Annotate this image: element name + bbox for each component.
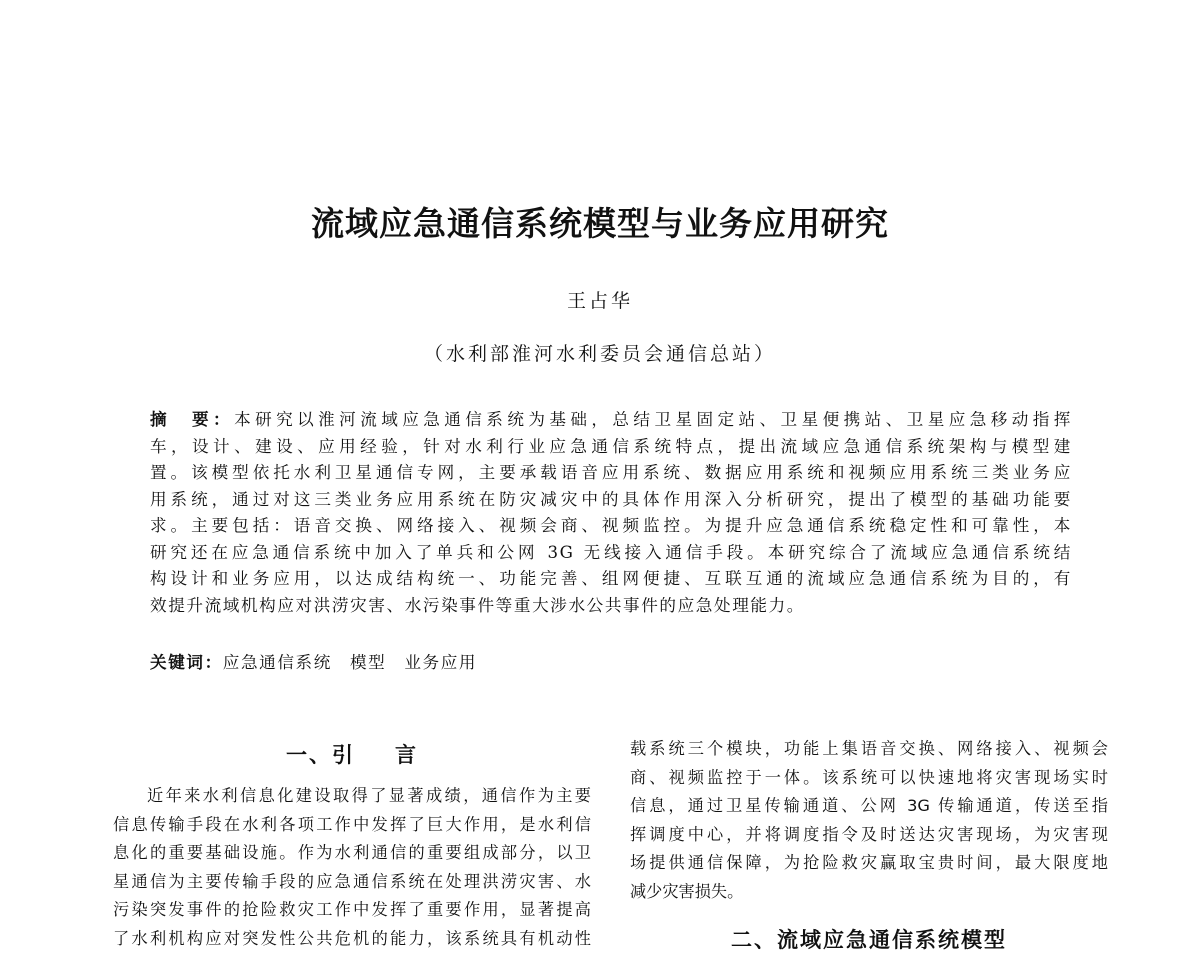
abstract-line: 求。主要包括：语音交换、网络接入、视频会商、视频监控。为提升应急通信系统稳定性和可靠性，本: [150, 516, 1072, 535]
paper-title: 流域应急通信系统模型与业务应用研究: [311, 204, 889, 243]
abstract-line: 车，设计、建设、应用经验，针对水利行业应急通信系统特点，提出流域应急通信系统架构与模型建: [150, 436, 1072, 456]
abstract-line: 摘 要：本研究以淮河流域应急通信系统为基础，总结卫星固定站、卫星便携站、卫星应急移动指挥: [150, 410, 1072, 429]
body-line: 信息，通过卫星传输通道、公网 3G 传输通道，传送至指: [630, 796, 1108, 816]
body-line: 息化的重要基础设施。作为水利通信的重要组成部分，以卫: [113, 843, 591, 863]
body-line: 近年来水利信息化建设取得了显著成绩，通信作为主要: [147, 786, 591, 805]
body-line: 星通信为主要传输手段的应急通信系统在处理洪涝灾害、水: [113, 871, 591, 891]
body-line: 了水利机构应对突发性公共危机的能力，该系统具有机动性: [113, 928, 591, 948]
body-line: 商、视频监控于一体。该系统可以快速地将灾害现场实时: [630, 767, 1108, 787]
abstract-line: 构设计和业务应用，以达成结构统一、功能完善、组网便捷、互联互通的流域应急通信系统为目的，有: [150, 569, 1072, 588]
abstract-line: 研究还在应急通信系统中加入了单兵和公网 3G 无线接入通信手段。本研究综合了流域应急通信系统结: [150, 542, 1072, 562]
section-heading-introduction: 一、引 言: [286, 743, 418, 767]
author-affiliation: （水利部淮河水利委员会通信总站）: [423, 343, 776, 365]
body-column-left: [113, 735, 591, 954]
body-line: 污染突发事件的抢险救灾工作中发挥了重要作用，显著提高: [113, 900, 591, 920]
abstract-line: 置。该模型依托水利卫星通信专网，主要承载语音应用系统、数据应用系统和视频应用系统三类业务应: [150, 463, 1072, 482]
abstract-line: 用系统，通过对这三类业务应用系统在防灾减灾中的具体作用深入分析研究，提出了模型的基础功能要: [150, 489, 1072, 509]
section-heading-model: 二、流域应急通信系统模型: [731, 927, 1007, 952]
abstract-line: 效提升流域机构应对洪涝灾害、水污染事件等重大涉水公共事件的应急处理能力。: [150, 595, 805, 615]
body-line: 场提供通信保障，为抢险救灾赢取宝贵时间，最大限度地: [630, 853, 1108, 873]
keywords-label: 关键词：: [150, 653, 223, 672]
keyword: 业务应用: [404, 653, 478, 672]
body-line: 挥调度中心，并将调度指令及时送达灾害现场，为灾害现: [630, 824, 1108, 844]
author-name: 王占华: [566, 290, 633, 312]
abstract: [150, 407, 1072, 619]
body-column-right: [630, 735, 1108, 955]
abstract-label: 摘 要：: [150, 410, 235, 429]
keyword: 模型: [349, 653, 387, 672]
body-line: 信息传输手段在水利各项工作中发挥了巨大作用，是水利信: [113, 814, 591, 834]
keyword: 应急通信系统: [222, 653, 332, 672]
keywords: [150, 649, 495, 673]
body-line: 减少灾害损失。: [630, 881, 744, 901]
body-line: 载系统三个模块，功能上集语音交换、网络接入、视频会: [630, 739, 1108, 758]
